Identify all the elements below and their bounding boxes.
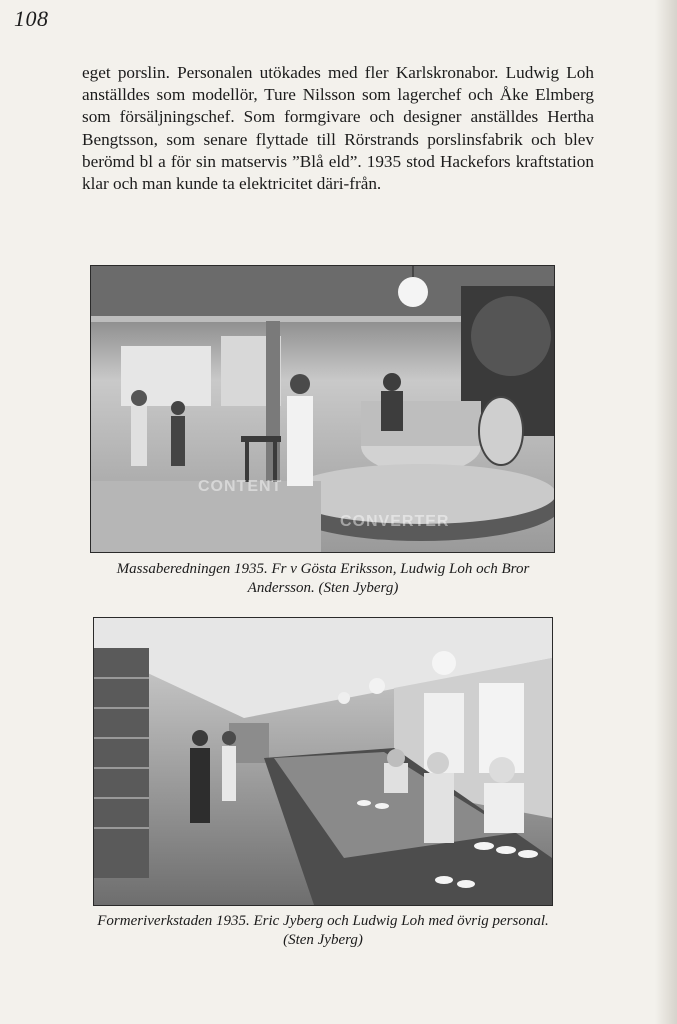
watermark-text: CONVERTER [340,513,450,530]
photo-mass-preparation-image [91,266,554,552]
photo-forming-workshop-image [94,618,552,905]
body-paragraph: eget porslin. Personalen utökades med fler Karlskronabor. Ludwig Loh anställdes som modellör, Ture Nilsson som lagerchef och Åke Elmberg som försäljningschef. Som formgivare och designer anställdes Hertha Bengtsson, som senare flyttade till Rörstrands porslinsfabrik och blev berömd bl a för sin matservis ”Blå eld”. 1935 stod Hackefors kraftstation klar och man kunde ta elektricitet däri-från. [82,63,594,194]
watermark-text: CONTENT [198,478,283,495]
page-edge-shadow [655,0,677,1024]
page-number: 108 [14,6,49,31]
photo-forming-workshop [94,618,552,905]
photo-caption: Massaberedningen 1935. Fr v Gösta Eriksson, Ludwig Loh och Bror Andersson. (Sten Jyberg) [116,561,530,596]
photo-mass-preparation [91,266,554,552]
photo-caption: Formeriverkstaden 1935. Eric Jyberg och Ludwig Loh med övrig personal. (Sten Jyberg) [97,913,549,948]
